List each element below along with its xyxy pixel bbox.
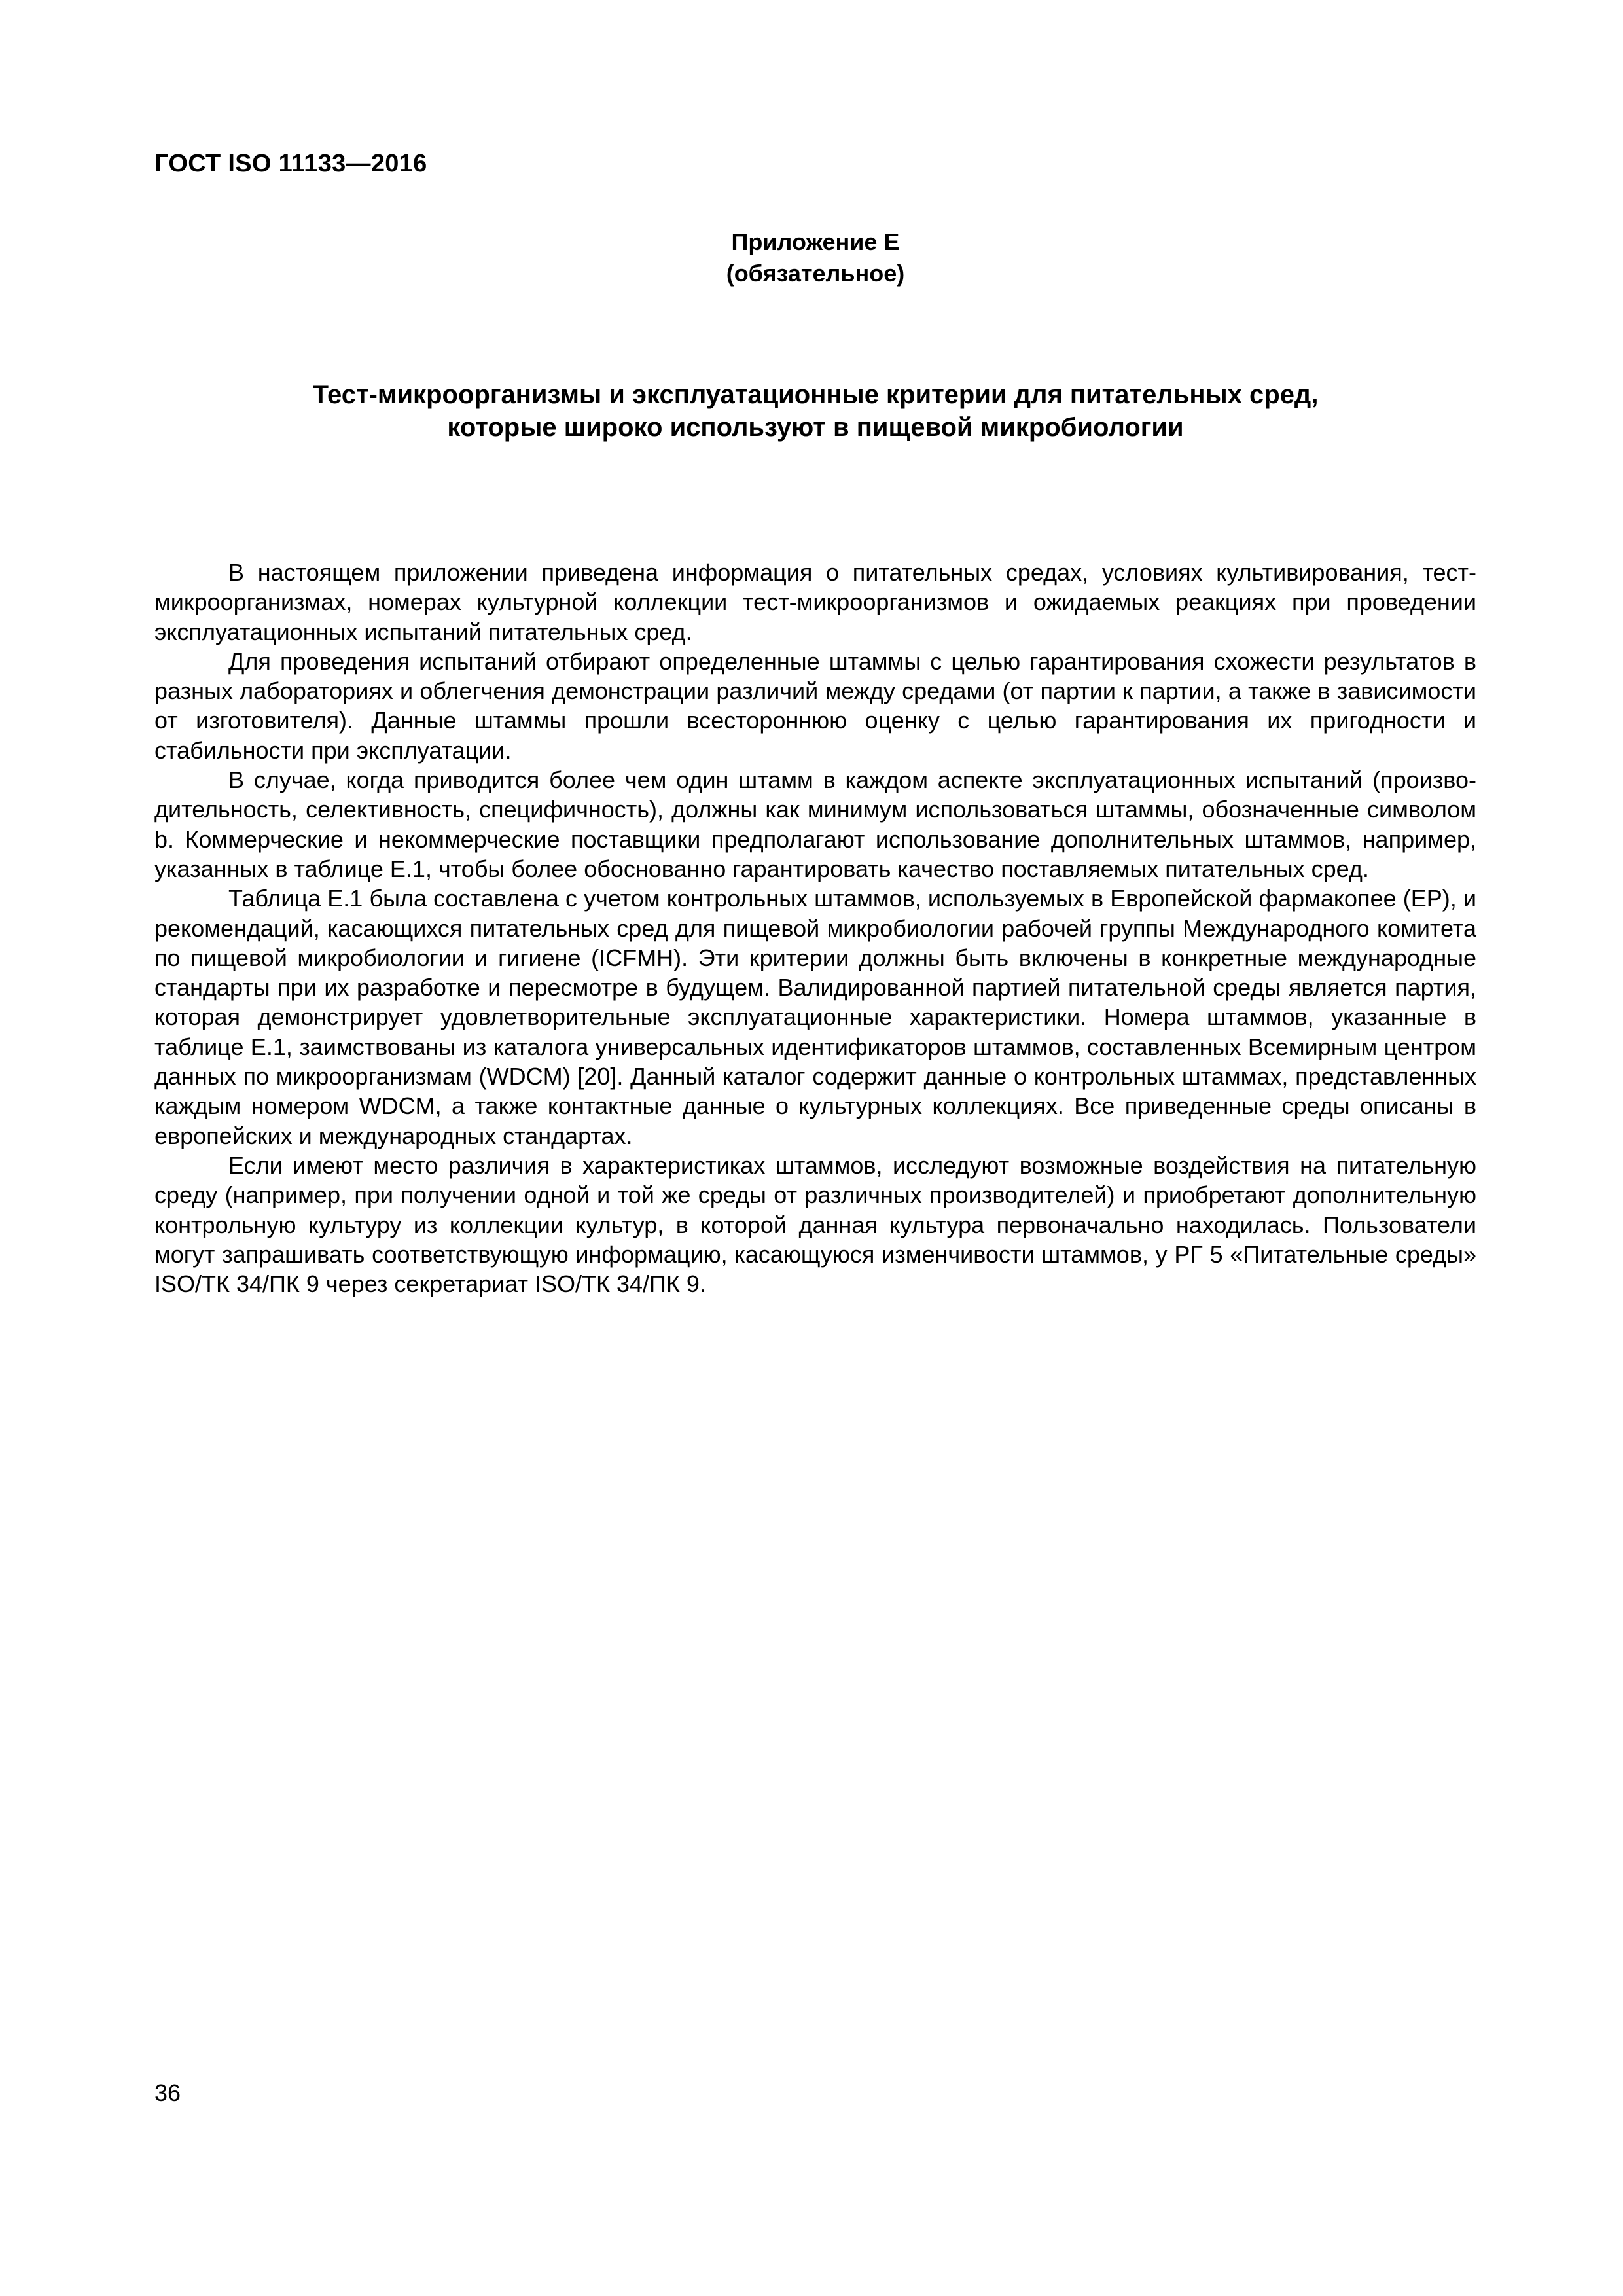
annex-title-line-2: которые широко используют в пищевой микробиологии xyxy=(447,413,1184,442)
paragraph-2: Для проведения испытаний отбирают определенные штаммы с целью гарантирования схожести результатов в разных лабораториях и облегчения демонстрации различий между средами (от партии к партии, а также в зависимости от изготовителя). Данные штаммы прошли всестороннюю оценку с целью гарантирования их пригодности и стабильности при эксплуатации. xyxy=(154,647,1476,764)
paragraph-1: В настоящем приложении приведена информация о питательных средах, условиях культивирования, тест-микроорганизмах, номерах культурной коллекции тест-микроорганизмов и ожидаемых реакциях при проведении эксплуатационных испытаний питательных сред. xyxy=(154,559,1476,645)
annex-status: (обязательное) xyxy=(726,260,905,287)
paragraph-4: Таблица Е.1 была составлена с учетом контрольных штаммов, используемых в Европейской фармакопее (ЕР), и рекомендаций, касающихся питательных сред для пищевой микробиологии рабочей группы Международного комитета по пищевой микробиологии и гигиене (ICFMH). Эти критерии должны быть включены в конкретные международные стандарты при их разработке и пересмотре в будущем. Валидированной партией питательной среды является партия, которая демонстрирует удовлетворительные эксплуатационные характеристики. Номера штаммов, указанные в таблице Е.1, заимствованы из каталога универсальных идентификаторов штаммов, составленных Всемирным центром данных по микроорганизмам (WDCM) [20]. Данный каталог содержит данные о контрольных штаммах, представленных каждым номером WDCM, а также контактные данные о культурных коллекциях. Все приведенные среды описаны в европейских и международных стандартах. xyxy=(154,885,1476,1149)
body-text xyxy=(154,558,1476,1299)
annex-heading xyxy=(154,226,1476,289)
standard-code-header: ГОСТ ISO 11133—2016 xyxy=(154,150,427,177)
page-number: 36 xyxy=(154,2079,181,2106)
annex-title-line-1: Тест-микроорганизмы и эксплуатационные критерии для питательных сред, xyxy=(312,380,1319,409)
annex-label: Приложение Е xyxy=(731,228,900,255)
annex-title xyxy=(154,378,1476,444)
paragraph-3: В случае, когда приводится более чем один штамм в каждом аспекте эксплуатационных испытаний (производительность, селективность, специфичность), должны как минимум использоваться штаммы, обозначенные символом b. Коммерческие и некоммерческие поставщики предполагают использование дополнительных штаммов, например, указанных в таблице Е.1, чтобы более обоснованно гарантировать качество поставляемых питательных сред. xyxy=(154,766,1476,882)
paragraph-5: Если имеют место различия в характеристиках штаммов, исследуют возможные воздействия на питательную среду (например, при получении одной и той же среды от различных производителей) и приобретают дополнительную контрольную культуру из коллекции культур, в которой данная культура первоначально находилась. Пользователи могут запрашивать соответствующую информацию, касающуюся изменчивости штаммов, у РГ 5 «Питательные среды» ISO/ТК 34/ПК 9 через секретариат ISO/ТК 34/ПК 9. xyxy=(154,1151,1476,1298)
